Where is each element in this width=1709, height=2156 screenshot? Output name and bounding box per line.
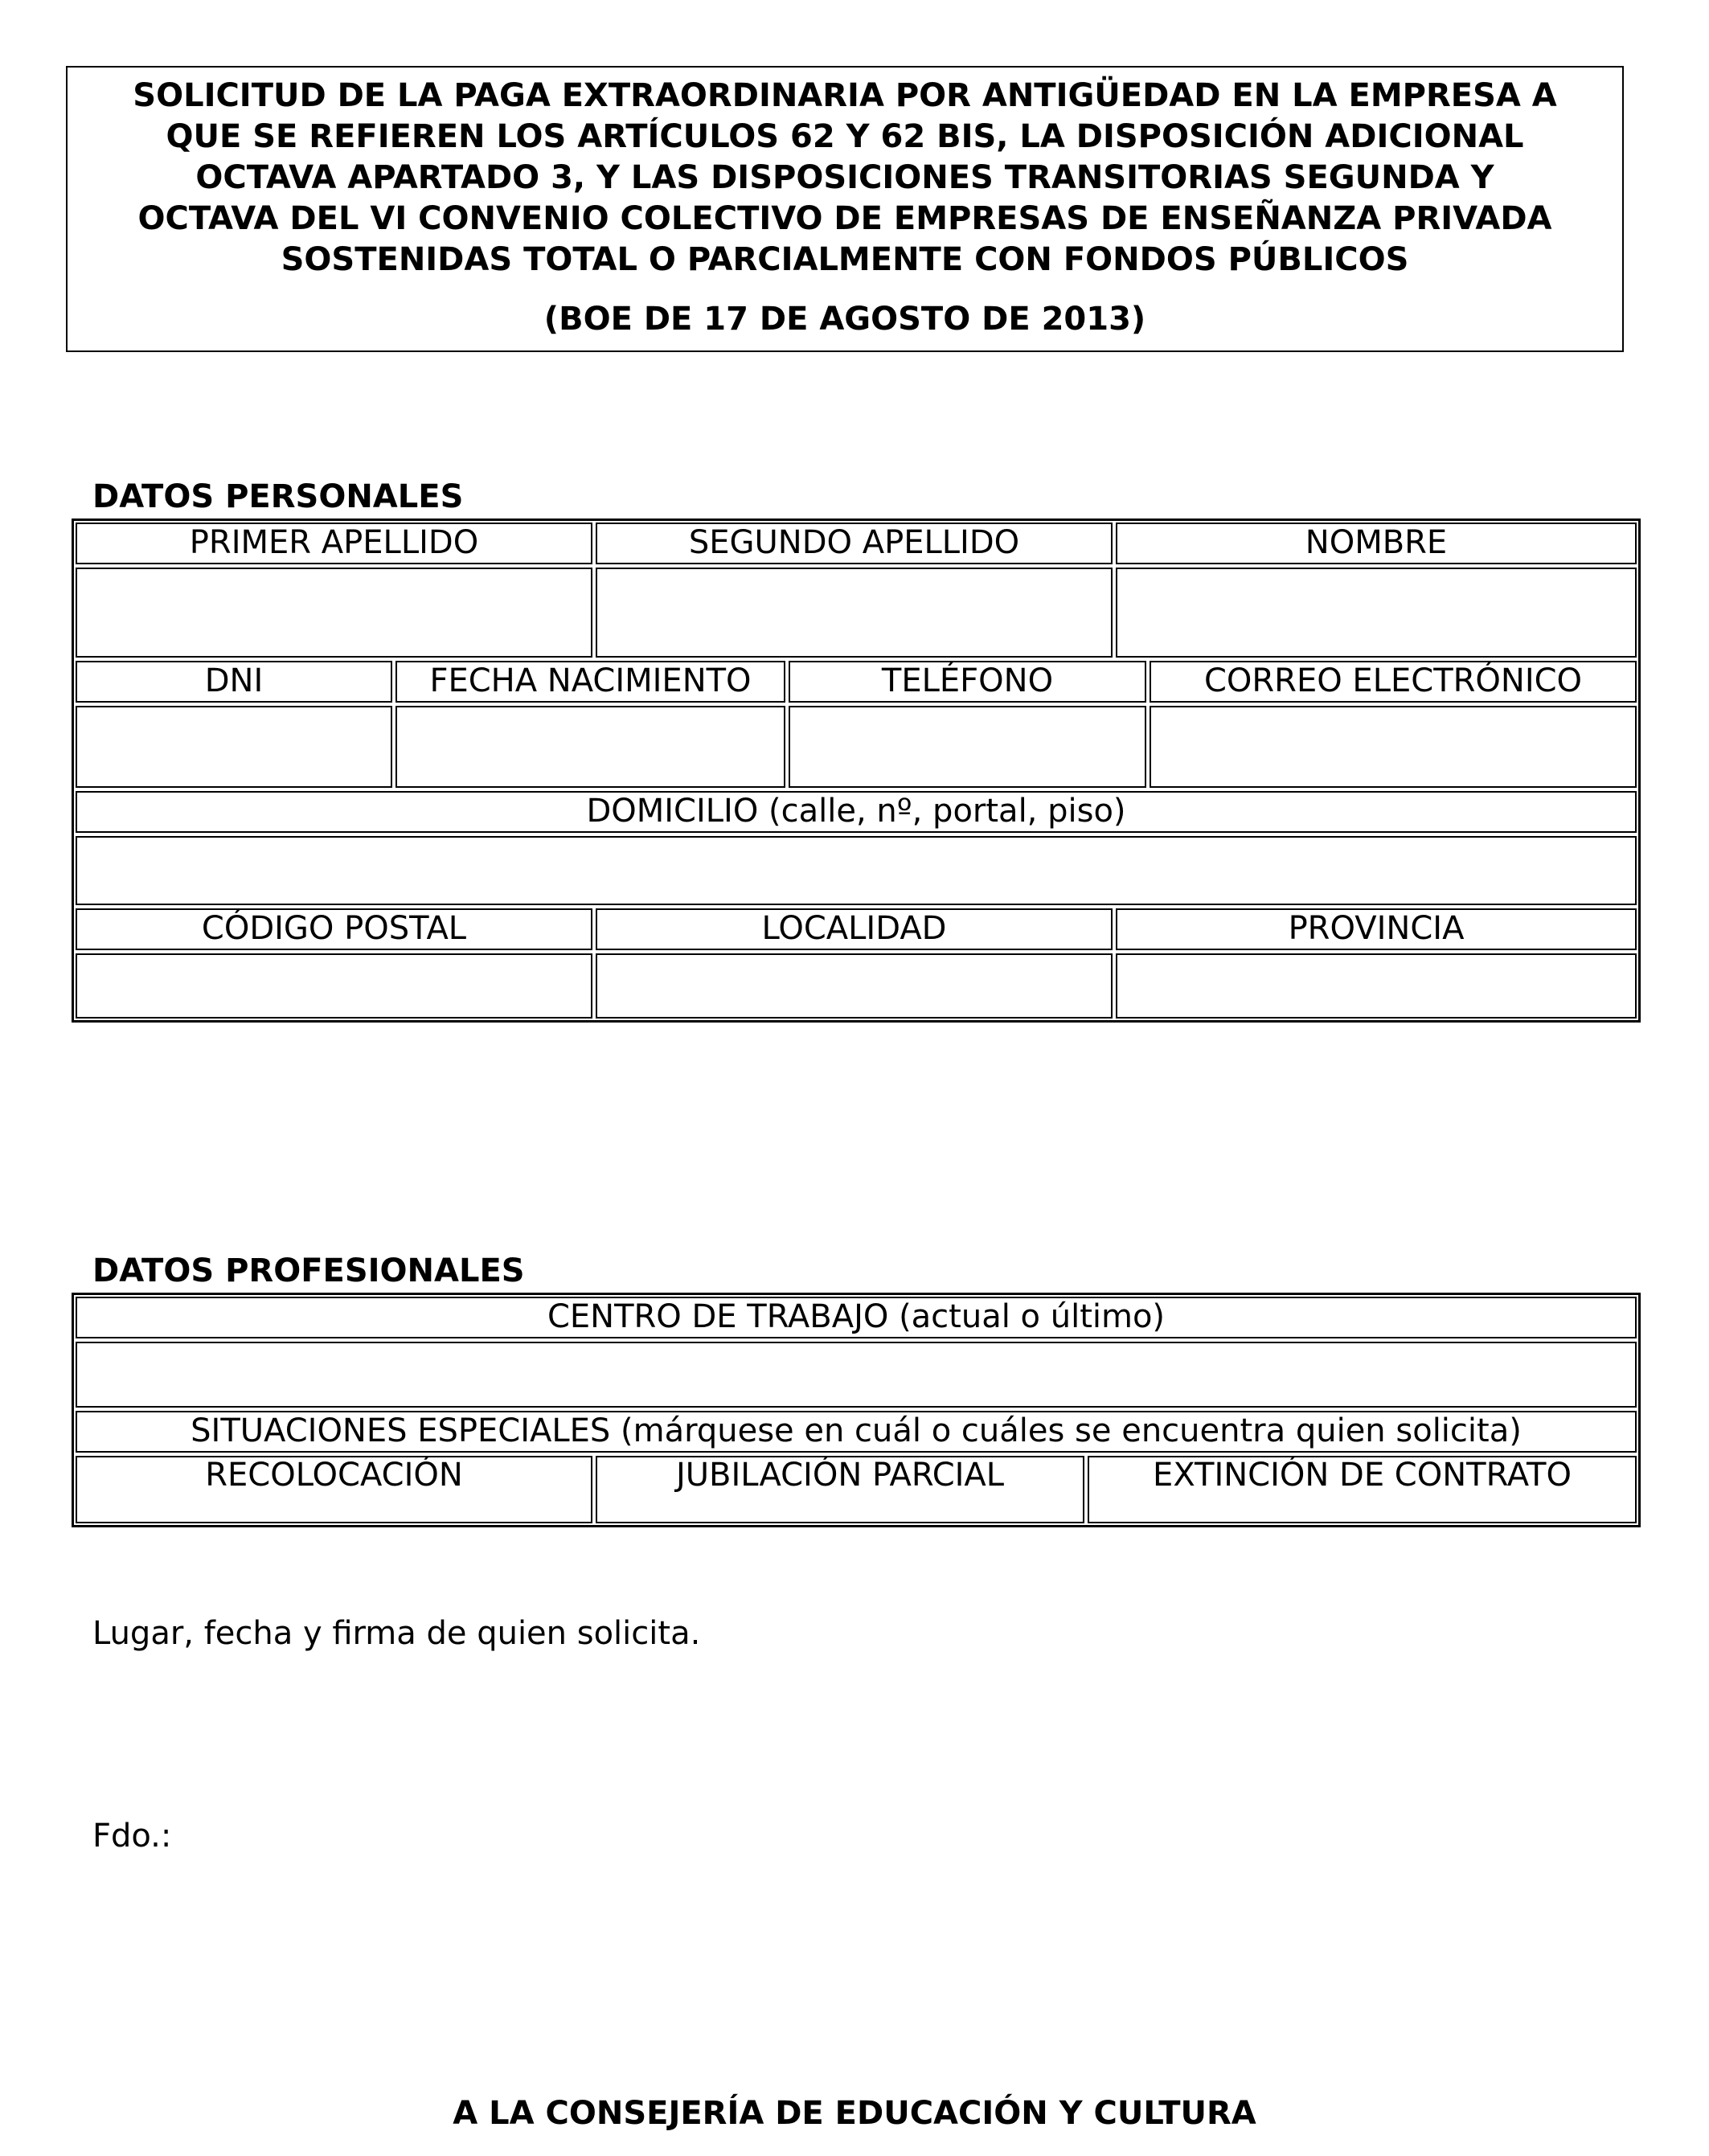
dni-field[interactable]	[76, 706, 392, 788]
provincia-field[interactable]	[1116, 953, 1637, 1019]
domicilio-label: DOMICILIO (calle, nº, portal, piso)	[76, 791, 1637, 833]
title-line: OCTAVA APARTADO 3, Y LAS DISPOSICIONES TRANSITORIAS SEGUNDA Y	[195, 159, 1494, 196]
telefono-label: TELÉFONO	[789, 661, 1146, 703]
segundo-apellido-field[interactable]	[596, 568, 1113, 658]
primer-apellido-field[interactable]	[76, 568, 592, 658]
correo-label: CORREO ELECTRÓNICO	[1150, 661, 1637, 703]
professional-data-heading: DATOS PROFESIONALES	[92, 1252, 525, 1289]
signed-by-label: Fdo.:	[92, 1818, 172, 1855]
centro-trabajo-label: CENTRO DE TRABAJO (actual o último)	[76, 1297, 1637, 1338]
jubilacion-parcial-option[interactable]: JUBILACIÓN PARCIAL	[596, 1456, 1084, 1523]
boe-reference: (BOE DE 17 DE AGOSTO DE 2013)	[543, 301, 1146, 338]
correo-field[interactable]	[1150, 706, 1637, 788]
signature-instructions: Lugar, fecha y firma de quien solicita.	[92, 1615, 701, 1652]
nombre-label: NOMBRE	[1116, 523, 1637, 564]
domicilio-field[interactable]	[76, 836, 1637, 905]
extincion-contrato-option[interactable]: EXTINCIÓN DE CONTRATO	[1088, 1456, 1637, 1523]
title-line: SOLICITUD DE LA PAGA EXTRAORDINARIA POR ANTIGÜEDAD EN LA EMPRESA A	[133, 77, 1557, 114]
form-title	[68, 76, 1622, 281]
title-box	[66, 66, 1624, 352]
centro-trabajo-field[interactable]	[76, 1342, 1637, 1408]
recipient-footer: A LA CONSEJERÍA DE EDUCACIÓN Y CULTURA	[453, 2095, 1256, 2132]
situaciones-especiales-label: SITUACIONES ESPECIALES (márquese en cuál o cuáles se encuentra quien solicita)	[76, 1411, 1637, 1453]
codigo-postal-label: CÓDIGO POSTAL	[76, 908, 592, 950]
fecha-nacimiento-label: FECHA NACIMIENTO	[395, 661, 785, 703]
segundo-apellido-label: SEGUNDO APELLIDO	[596, 523, 1113, 564]
primer-apellido-label: PRIMER APELLIDO	[76, 523, 592, 564]
dni-label: DNI	[76, 661, 392, 703]
nombre-field[interactable]	[1116, 568, 1637, 658]
personal-data-heading: DATOS PERSONALES	[92, 478, 464, 515]
title-line: SOSTENIDAS TOTAL O PARCIALMENTE CON FONDOS PÚBLICOS	[281, 241, 1409, 278]
localidad-label: LOCALIDAD	[596, 908, 1113, 950]
title-line: QUE SE REFIEREN LOS ARTÍCULOS 62 Y 62 BIS, LA DISPOSICIÓN ADICIONAL	[166, 118, 1524, 155]
fecha-nacimiento-field[interactable]	[395, 706, 785, 788]
provincia-label: PROVINCIA	[1116, 908, 1637, 950]
localidad-field[interactable]	[596, 953, 1113, 1019]
recolocacion-option[interactable]: RECOLOCACIÓN	[76, 1456, 592, 1523]
telefono-field[interactable]	[789, 706, 1146, 788]
title-line: OCTAVA DEL VI CONVENIO COLECTIVO DE EMPRESAS DE ENSEÑANZA PRIVADA	[137, 200, 1552, 237]
codigo-postal-field[interactable]	[76, 953, 592, 1019]
